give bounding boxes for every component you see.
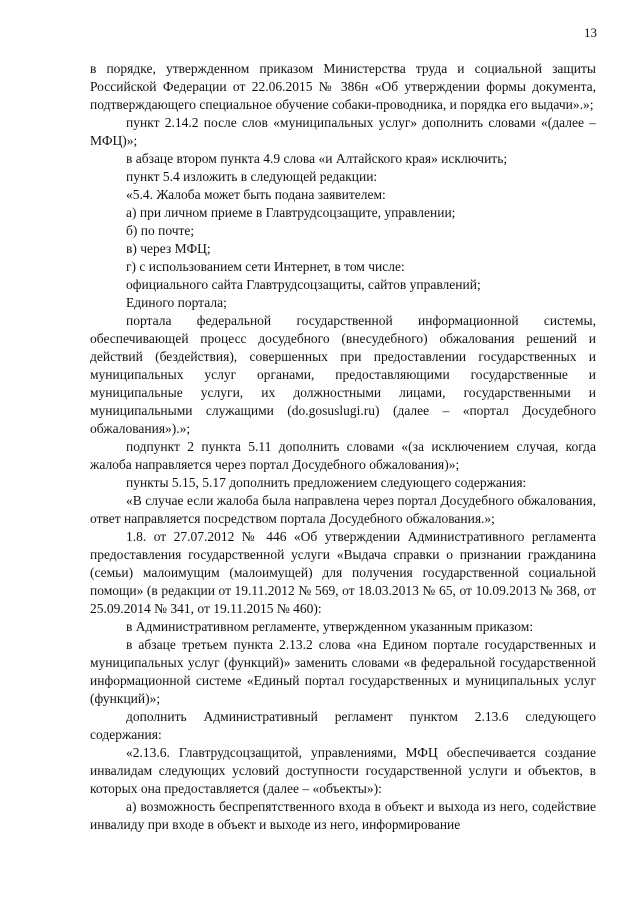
paragraph: дополнить Административный регламент пунктом 2.13.6 следующего содержания:: [90, 709, 596, 742]
page-number: 13: [584, 25, 597, 40]
paragraph: в абзаце третьем пункта 2.13.2 слова «на Едином портале государственных и муниципальных услуг (функций)» заменить словами «в федеральной государственной информационной системе «Единый портал государственных и муниципальных услуг (функций)»;: [90, 637, 596, 706]
paragraph: а) возможность беспрепятственного входа в объект и выхода из него, содействие инвалиду при входе в объект и выходе из него, информирование: [90, 799, 596, 832]
paragraph: в Административном регламенте, утвержденном указанным приказом:: [126, 619, 534, 634]
paragraph: б) по почте;: [126, 223, 195, 238]
document-body: [90, 60, 596, 834]
paragraph: а) при личном приеме в Главтрудсоцзащите, управлении;: [126, 205, 456, 220]
paragraph: портала федеральной государственной информационной системы, обеспечивающей процесс досудебного (внесудебного) обжалования решений и действий (бездействия), совершенных при предоставлении государственных и муниципальных услуг органами, предоставляющими государственные и муниципальные услуги, их должностными лицами, государственными и муниципальными служащими (do.gosuslugi.ru) (далее – «портал Досудебного обжалования»).»;: [90, 313, 596, 436]
paragraph: Единого портала;: [126, 295, 227, 310]
paragraph: пункт 5.4 изложить в следующей редакции:: [126, 169, 378, 184]
paragraph: 1.8. от 27.07.2012 № 446 «Об утверждении Административного регламента предоставления государственной услуги «Выдача справки о признании гражданина (семьи) малоимущим (малоимущей) для получения государственной социальной помощи» (в редакции от 19.11.2012 № 569, от 18.03.2013 № 65, от 10.09.2013 № 368, от 25.09.2014 № 341, от 19.11.2015 № 460):: [90, 529, 596, 616]
paragraph: г) с использованием сети Интернет, в том числе:: [126, 259, 405, 274]
paragraph: официального сайта Главтрудсоцзащиты, сайтов управлений;: [126, 277, 481, 292]
paragraph: в абзаце втором пункта 4.9 слова «и Алтайского края» исключить;: [126, 151, 508, 166]
paragraph: пункт 2.14.2 после слов «муниципальных услуг» дополнить словами «(далее – МФЦ)»;: [90, 115, 596, 148]
paragraph: «2.13.6. Главтрудсоцзащитой, управлениями, МФЦ обеспечивается создание инвалидам следующих условий доступности государственной услуги и объектов, в которых она предоставляется (далее – «объекты»):: [90, 745, 596, 796]
paragraph: подпункт 2 пункта 5.11 дополнить словами «(за исключением случая, когда жалоба направляется через портал Досудебного обжалования)»;: [90, 439, 596, 472]
paragraph: «В случае если жалоба была направлена через портал Досудебного обжалования, ответ направляется посредством портала Досудебного обжалования.»;: [90, 493, 596, 526]
paragraph: пункты 5.15, 5.17 дополнить предложением следующего содержания:: [126, 475, 527, 490]
paragraph: в) через МФЦ;: [126, 241, 211, 256]
paragraph: в порядке, утвержденном приказом Министерства труда и социальной защиты Российской Федерации от 22.06.2015 № 386н «Об утверждении формы документа, подтверждающего специальное обучение собаки-проводника, и порядка его выдачи».»;: [90, 61, 596, 112]
paragraph: «5.4. Жалоба может быть подана заявителем:: [126, 187, 386, 202]
